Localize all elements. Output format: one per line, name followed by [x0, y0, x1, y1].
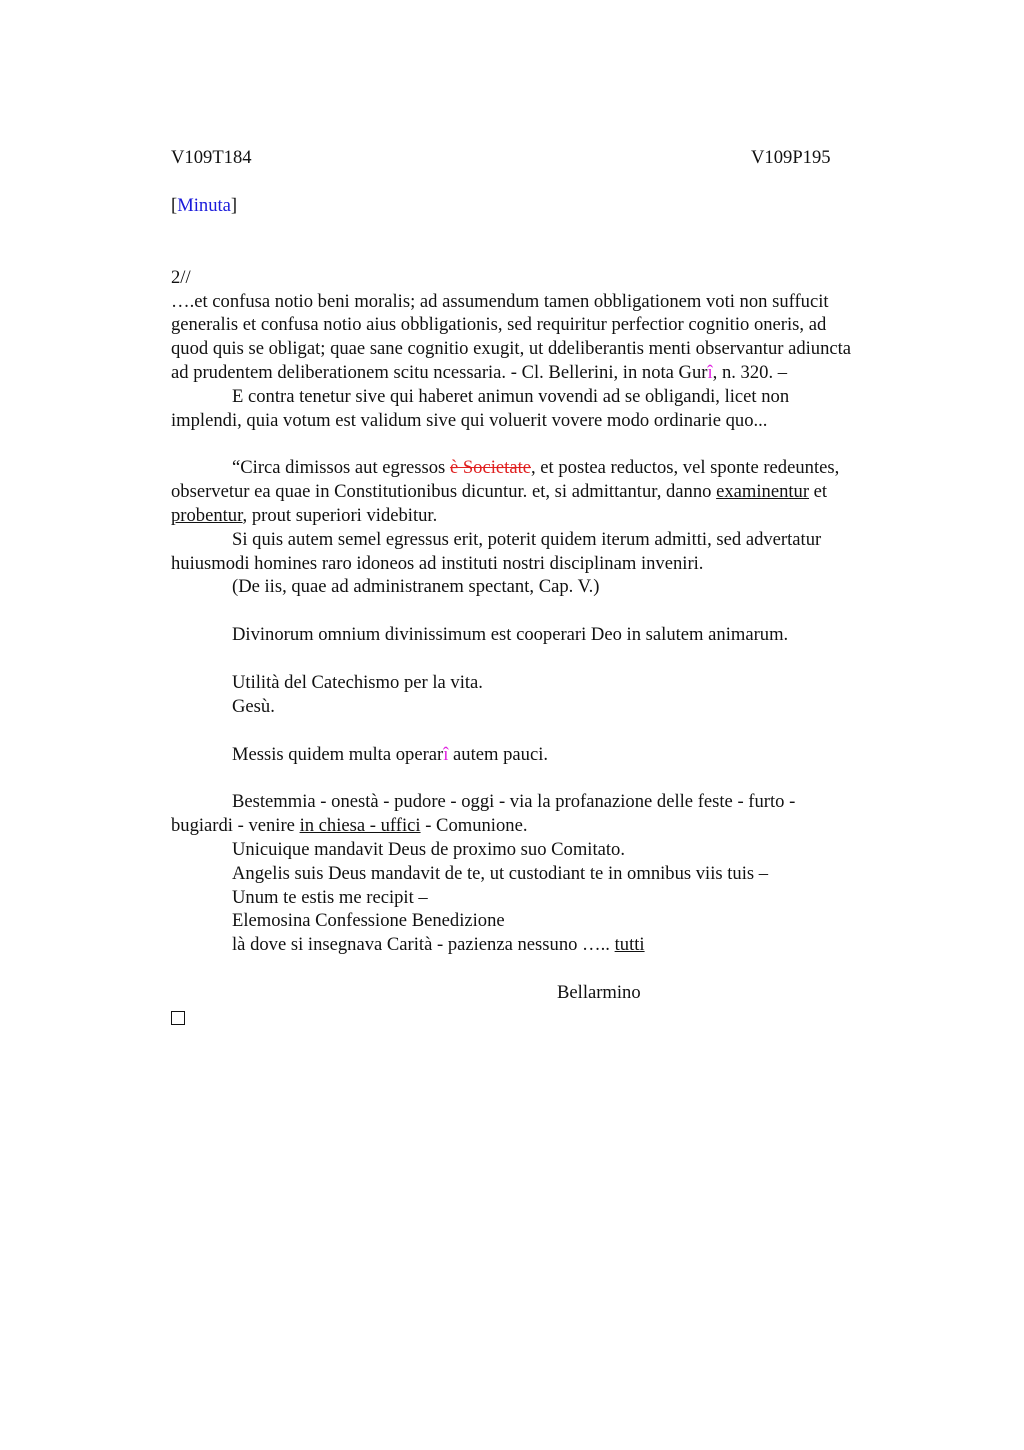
underlined-text: tutti — [614, 934, 645, 956]
underlined-text: probentur — [171, 504, 243, 526]
paragraph-10: Unicuique mandavit Deus de proximo suo Comitato. Angelis suis Deus mandavit de te, ut custodiant te in omnibus viis tuis – Unum te estis me recipit – Elemosina Confessione Benedizione — [232, 838, 769, 932]
square-icon — [171, 1011, 185, 1025]
document-code-left: V109T184 — [171, 147, 252, 168]
paragraph-7: Utilità del Catechismo per la vita. Gesù. — [232, 671, 483, 717]
document-code-right: V109P195 — [751, 147, 831, 168]
underlined-text: in chiesa - uffici — [299, 815, 421, 837]
paragraph-4: Si quis autem semel egressus erit, poterit quidem iterum admitti, sed advertatur huiusmodi homines raro idoneos ad instituti nostri disciplinam inveniri. — [171, 528, 822, 574]
struck-text: è Societate — [449, 457, 531, 479]
editor-mark: î — [707, 361, 713, 383]
page-marker: 2// — [171, 266, 191, 288]
minuta-label: [Minuta] — [171, 195, 238, 216]
paragraph-6: Divinorum omnium divinissimum est cooperari Deo in salutem animarum. — [232, 624, 789, 646]
paragraph-11: là dove si insegnava Carità - pazienza nessuno ….. tutti — [232, 934, 645, 956]
paragraph-3: “Circa dimissos aut egressos è Societate, et postea reductos, vel sponte redeuntes, observetur ea quae in Constitutionibus dicuntur. et, si admittantur, danno examinentur et probentur, prout superiori videbitur. — [171, 457, 840, 526]
paragraph-2: E contra tenetur sive qui haberet animun vovendi ad se obligandi, licet non implendi, quia votum est validum sive qui voluerit vovere modo ordinarie quo... — [171, 385, 790, 431]
signature: Bellarmino — [557, 981, 641, 1003]
header-row — [171, 146, 931, 170]
end-box-icon — [171, 1005, 931, 1032]
paragraph-5: (De iis, quae ad administranem spectant, Cap. V.) — [232, 576, 600, 598]
paragraph-9: Bestemmia - onestà - pudore - oggi - via la profanazione delle feste - furto - bugiardi - venire in chiesa - uffici - Comunione. — [171, 791, 796, 837]
underlined-text: examinentur — [716, 481, 810, 503]
minuta-label-text: Minuta — [177, 195, 231, 216]
editor-mark: î — [443, 743, 449, 765]
document-page — [171, 146, 931, 1032]
paragraph-1: ….et confusa notio beni moralis; ad assumendum tamen obbligationem voti non suffucit generalis et confusa notio aius obbligationis, sed requiritur perfectior cognitio oneris, ad quod quis se obligat; quae sane cognitio exugit, ut ddeliberantis menti observantur adiuncta ad prudentem deliberationem scitu ncessaria. - Cl. Bellerini, in nota Gurî, n. 320. – — [171, 290, 852, 383]
paragraph-8: Messis quidem multa operarî autem pauci. — [232, 743, 549, 765]
